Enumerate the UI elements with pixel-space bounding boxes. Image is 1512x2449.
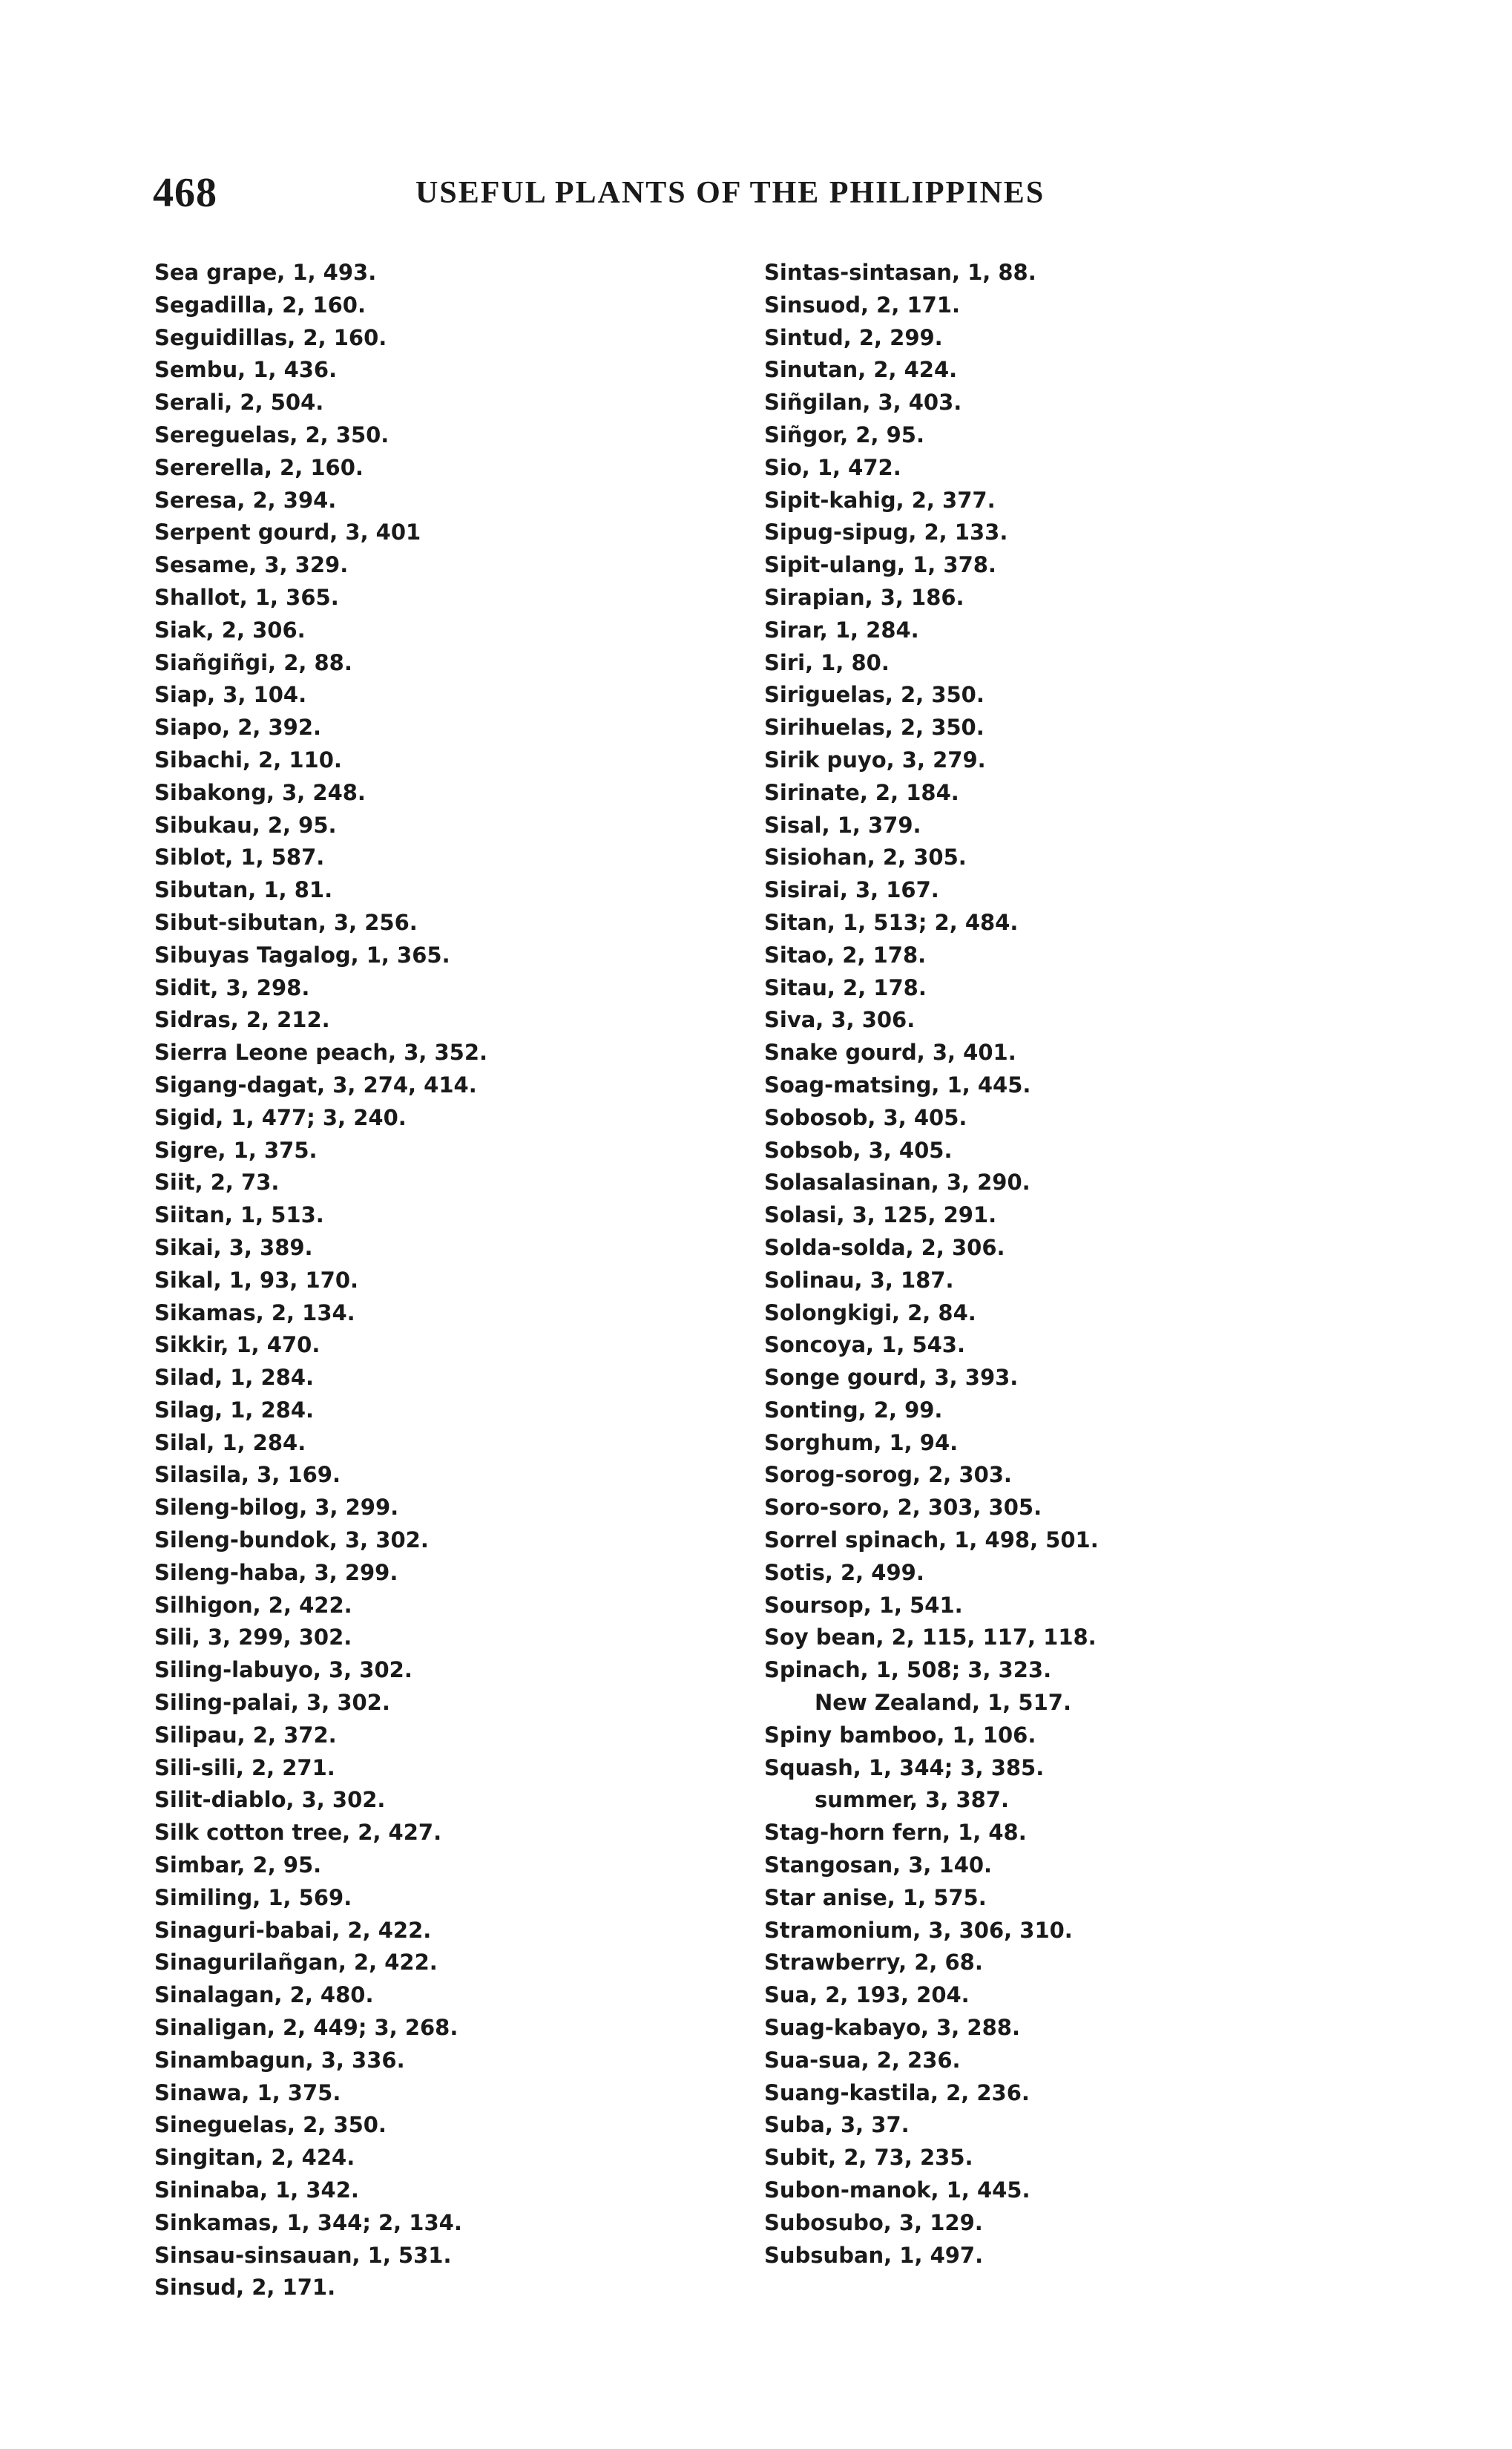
index-entry: Spinach, 1, 508; 3, 323. [764, 1657, 1052, 1683]
index-entry: Siak, 2, 306. [154, 617, 306, 643]
index-entry: Silad, 1, 284. [154, 1365, 315, 1391]
index-entry: Sidras, 2, 212. [154, 1007, 330, 1033]
index-entry: Sibut-sibutan, 3, 256. [154, 909, 418, 935]
index-entry: Sikamas, 2, 134. [154, 1299, 355, 1325]
index-entry: Sua-sua, 2, 236. [764, 2047, 961, 2073]
index-entry: Sotis, 2, 499. [764, 1559, 924, 1585]
index-entry: Siling-labuyo, 3, 302. [154, 1657, 412, 1683]
index-entry: Sinsuod, 2, 171. [764, 292, 961, 318]
index-entry: Sininaba, 1, 342. [154, 2177, 359, 2203]
index-entry: Subit, 2, 73, 235. [764, 2145, 973, 2171]
index-entry: Sigang-dagat, 3, 274, 414. [154, 1072, 477, 1098]
index-entry: Solinau, 3, 187. [764, 1267, 954, 1293]
index-entry: Sileng-bilog, 3, 299. [154, 1495, 399, 1521]
index-entry: Soursop, 1, 541. [764, 1592, 963, 1618]
index-entry: Siblot, 1, 587. [154, 845, 325, 871]
index-entry: Silk cotton tree, 2, 427. [154, 1820, 442, 1846]
index-entry: Sibukau, 2, 95. [154, 812, 337, 838]
index-entry: Soy bean, 2, 115, 117, 118. [764, 1625, 1097, 1650]
index-entry: Sidit, 3, 298. [154, 974, 310, 1000]
index-entry: Sirapian, 3, 186. [764, 584, 964, 610]
index-entry: Sio, 1, 472. [764, 454, 901, 480]
index-entry: Sisiohan, 2, 305. [764, 845, 967, 871]
index-entry: Silasila, 3, 169. [154, 1462, 341, 1488]
index-entry: Siit, 2, 73. [154, 1170, 280, 1196]
index-entry: Snake gourd, 3, 401. [764, 1040, 1016, 1066]
index-entry: Sereguelas, 2, 350. [154, 422, 389, 447]
index-entry: Stag-horn fern, 1, 48. [764, 1820, 1027, 1846]
index-entry: Siñgilan, 3, 403. [764, 390, 962, 416]
index-entry: Suba, 3, 37. [764, 2112, 910, 2138]
index-entry: Solongkigi, 2, 84. [764, 1299, 976, 1325]
index-entry: Sisirai, 3, 167. [764, 877, 939, 903]
index-entry: Silal, 1, 284. [154, 1429, 306, 1455]
index-entry: Star anise, 1, 575. [764, 1884, 987, 1910]
index-entry: Segadilla, 2, 160. [154, 292, 366, 318]
index-subentry: New Zealand, 1, 517. [815, 1690, 1071, 1716]
index-entry: Sinambagun, 3, 336. [154, 2047, 405, 2073]
index-entry: Seresa, 2, 394. [154, 487, 337, 513]
index-entry: Sibutan, 1, 81. [154, 877, 333, 903]
index-entry: Sinutan, 2, 424. [764, 357, 958, 383]
index-entry: Sirar, 1, 284. [764, 617, 919, 643]
index-entry: Subon-manok, 1, 445. [764, 2177, 1031, 2203]
index-entry: Subsuban, 1, 497. [764, 2242, 984, 2268]
index-entry: Sonting, 2, 99. [764, 1397, 943, 1423]
index-entry: Sipit-kahig, 2, 377. [764, 487, 996, 513]
index-entry: Sinaguri-babai, 2, 422. [154, 1917, 432, 1943]
index-entry: Sinawa, 1, 375. [154, 2079, 341, 2105]
index-entry: Siap, 3, 104. [154, 682, 307, 708]
index-entry: Sineguelas, 2, 350. [154, 2112, 387, 2138]
index-entry: Sererella, 2, 160. [154, 454, 364, 480]
index-entry: Sirihuelas, 2, 350. [764, 715, 985, 741]
index-entry: Serpent gourd, 3, 401 [154, 519, 421, 545]
index-entry: Silipau, 2, 372. [154, 1722, 337, 1748]
index-entry: Sibachi, 2, 110. [154, 747, 342, 773]
index-entry: Sitau, 2, 178. [764, 974, 927, 1000]
index-entry: Sibakong, 3, 248. [154, 779, 366, 805]
index-entry: Sembu, 1, 436. [154, 357, 338, 383]
index-entry: Siñgor, 2, 95. [764, 422, 924, 447]
index-entry: Spiny bamboo, 1, 106. [764, 1722, 1036, 1748]
index-entry: Serali, 2, 504. [154, 390, 324, 416]
index-entry: Seguidillas, 2, 160. [154, 324, 387, 350]
index-entry: Squash, 1, 344; 3, 385. [764, 1754, 1045, 1780]
index-entry: Suang-kastila, 2, 236. [764, 2079, 1030, 2105]
index-entry: Sipug-sipug, 2, 133. [764, 519, 1008, 545]
index-entry: Sua, 2, 193, 204. [764, 1982, 970, 2008]
index-entry: Sinsau-sinsauan, 1, 531. [154, 2242, 452, 2268]
index-entry: Soag-matsing, 1, 445. [764, 1072, 1031, 1098]
index-entry: Silit-diablo, 3, 302. [154, 1787, 386, 1813]
page-number: 468 [153, 170, 217, 216]
index-entry: Sisal, 1, 379. [764, 812, 921, 838]
index-entry: Stramonium, 3, 306, 310. [764, 1917, 1073, 1943]
index-entry: Sitao, 2, 178. [764, 942, 927, 968]
index-entry: Sitan, 1, 513; 2, 484. [764, 909, 1019, 935]
index-entry: Sintud, 2, 299. [764, 324, 943, 350]
index-entry: Siriguelas, 2, 350. [764, 682, 985, 708]
index-entry: Suag-kabayo, 3, 288. [764, 2015, 1020, 2041]
index-entry: Sorog-sorog, 2, 303. [764, 1462, 1012, 1488]
index-entry: Sesame, 3, 329. [154, 552, 349, 578]
running-title: USEFUL PLANTS OF THE PHILIPPINES [415, 176, 1045, 210]
index-entry: Siling-palai, 3, 302. [154, 1690, 390, 1716]
index-entry: Siañgiñgi, 2, 88. [154, 649, 352, 675]
index-entry: Strawberry, 2, 68. [764, 1950, 983, 1976]
index-entry: Sigre, 1, 375. [154, 1137, 318, 1163]
index-subentry: summer, 3, 387. [815, 1787, 1010, 1813]
index-entry: Sinkamas, 1, 344; 2, 134. [154, 2209, 462, 2235]
index-column-left [154, 257, 733, 2304]
index-entry: Sintas-sintasan, 1, 88. [764, 260, 1036, 285]
index-entry: Sea grape, 1, 493. [154, 260, 377, 285]
index-entry: Sili-sili, 2, 271. [154, 1754, 335, 1780]
index-entry: Siri, 1, 80. [764, 649, 890, 675]
index-entry: Sinsud, 2, 171. [154, 2275, 336, 2301]
index-entry: Sigid, 1, 477; 3, 240. [154, 1104, 407, 1130]
index-entry: Similing, 1, 569. [154, 1884, 352, 1910]
index-entry: Soncoya, 1, 543. [764, 1332, 965, 1358]
index-entry: Sinaligan, 2, 449; 3, 268. [154, 2015, 458, 2041]
index-entry: Sileng-haba, 3, 299. [154, 1559, 398, 1585]
index-entry: Sobsob, 3, 405. [764, 1137, 953, 1163]
index-entry: Silhigon, 2, 422. [154, 1592, 352, 1618]
index-entry: Sorrel spinach, 1, 498, 501. [764, 1527, 1099, 1553]
index-entry: Sorghum, 1, 94. [764, 1429, 959, 1455]
index-entry: Silag, 1, 284. [154, 1397, 315, 1423]
index-entry: Sili, 3, 299, 302. [154, 1625, 352, 1650]
index-entry: Solasi, 3, 125, 291. [764, 1202, 997, 1228]
index-entry: Siitan, 1, 513. [154, 1202, 324, 1228]
index-entry: Subosubo, 3, 129. [764, 2209, 983, 2235]
index-entry: Solasalasinan, 3, 290. [764, 1170, 1031, 1196]
index-entry: Singitan, 2, 424. [154, 2145, 355, 2171]
index-entry: Sirik puyo, 3, 279. [764, 747, 986, 773]
index-entry: Stangosan, 3, 140. [764, 1852, 993, 1878]
index-entry: Siva, 3, 306. [764, 1007, 916, 1033]
index-entry: Songe gourd, 3, 393. [764, 1365, 1019, 1391]
index-entry: Sikkir, 1, 470. [154, 1332, 321, 1358]
index-entry: Soro-soro, 2, 303, 305. [764, 1495, 1042, 1521]
index-entry: Sileng-bundok, 3, 302. [154, 1527, 429, 1553]
index-entry: Sirinate, 2, 184. [764, 779, 959, 805]
index-entry: Sikai, 3, 389. [154, 1234, 313, 1260]
index-entry: Solda-solda, 2, 306. [764, 1234, 1005, 1260]
index-entry: Shallot, 1, 365. [154, 584, 339, 610]
index-entry: Sibuyas Tagalog, 1, 365. [154, 942, 450, 968]
index-entry: Sierra Leone peach, 3, 352. [154, 1040, 488, 1066]
index-entry: Sinagurilañgan, 2, 422. [154, 1950, 438, 1976]
index-entry: Simbar, 2, 95. [154, 1852, 322, 1878]
index-entry: Sipit-ulang, 1, 378. [764, 552, 996, 578]
index-column-right [764, 257, 1358, 2272]
index-entry: Sikal, 1, 93, 170. [154, 1267, 359, 1293]
index-entry: Siapo, 2, 392. [154, 715, 322, 741]
index-entry: Sobosob, 3, 405. [764, 1104, 967, 1130]
index-entry: Sinalagan, 2, 480. [154, 1982, 374, 2008]
